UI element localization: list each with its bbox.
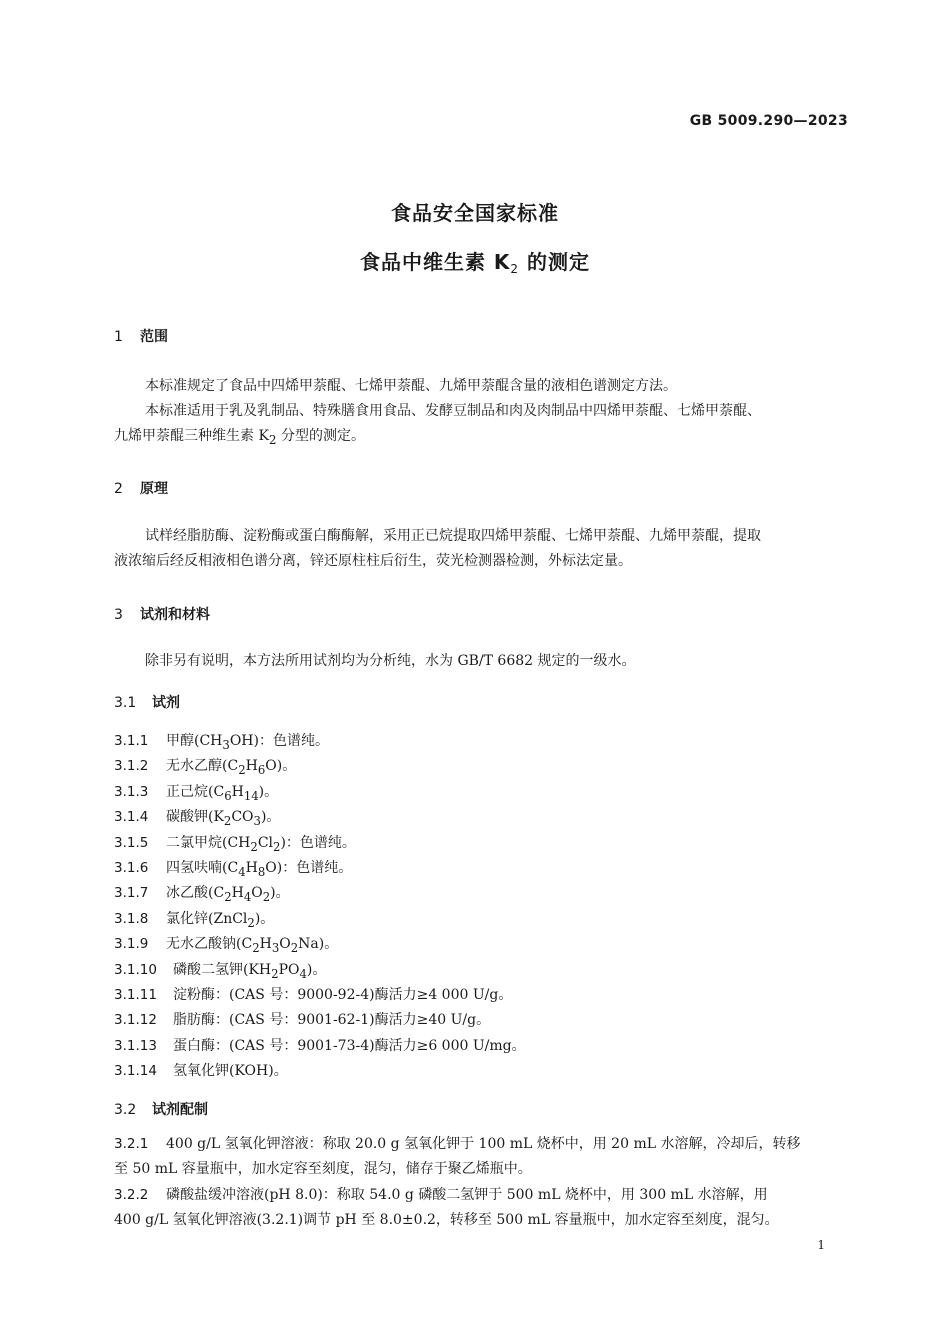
subscript: 2 xyxy=(268,433,277,447)
item-number: 3.1.9 xyxy=(114,936,149,952)
subscript: 6 xyxy=(224,788,232,803)
text: O)：色谱纯。 xyxy=(265,860,353,876)
item-number: 3.1.6 xyxy=(114,860,149,876)
reagent-item xyxy=(114,959,326,981)
text: 脂肪酶：(CAS 号：9001-62-1)酶活力≥40 U/g。 xyxy=(173,1012,491,1028)
text: 氢氧化钾(KOH)。 xyxy=(173,1063,288,1079)
section-number: 3 xyxy=(114,607,123,623)
reagent-item xyxy=(114,781,278,803)
text: H xyxy=(245,758,258,774)
subscript: 2 xyxy=(290,940,299,955)
subscript: 4 xyxy=(299,966,307,981)
item-number: 3.1.5 xyxy=(114,835,149,851)
text: OH)：色谱纯。 xyxy=(229,733,329,749)
text: )。 xyxy=(260,809,281,825)
clause-line xyxy=(114,1132,852,1157)
reagent-item xyxy=(114,984,512,1004)
text: 无水乙酸钠(C xyxy=(166,936,253,952)
subscript: 2 xyxy=(252,940,260,955)
subscript: 4 xyxy=(243,889,252,904)
text: )。 xyxy=(254,911,275,927)
text: H xyxy=(231,885,244,901)
section-3-heading xyxy=(114,604,210,624)
text: CO xyxy=(231,809,254,825)
reagent-item xyxy=(114,933,338,955)
paragraph: 试样经脂肪酶、淀粉酶或蛋白酶酶解，采用正已烷提取四烯甲萘醌、七烯甲萘醌、九烯甲萘醌，提取 xyxy=(145,528,761,544)
text: )。 xyxy=(270,885,290,901)
title-text-end: 的测定 xyxy=(519,250,591,274)
subscript: 4 xyxy=(238,864,246,879)
section-title: 原理 xyxy=(140,481,168,497)
subscript: 2 xyxy=(250,839,258,854)
subscript: 6 xyxy=(257,762,266,777)
section-1-heading xyxy=(114,326,168,346)
text: 氯化锌(ZnCl xyxy=(166,911,248,927)
text: 分型的测定。 xyxy=(276,428,366,444)
text: 二氯甲烷(CH xyxy=(166,835,251,851)
subscript: 2 xyxy=(273,839,281,854)
text: 400 g/L 氢氧化钾溶液：称取 20.0 g 氢氧化钾于 100 mL 烧杯中，用 20 mL 水溶解，冷却后，转移 xyxy=(166,1136,801,1152)
section-1-body xyxy=(114,374,852,453)
item-number: 3.1.10 xyxy=(114,962,157,978)
section-2-body xyxy=(114,524,852,574)
text: 四氢呋喃(C xyxy=(166,860,239,876)
reagent-item xyxy=(114,908,274,930)
reagent-item xyxy=(114,1060,288,1080)
section-number: 3.1 xyxy=(114,695,137,711)
section-title: 试剂配制 xyxy=(152,1102,208,1118)
text: O)。 xyxy=(265,758,297,774)
section-number: 2 xyxy=(114,481,123,497)
paragraph: 本标准规定了食品中四烯甲萘醌、七烯甲萘醌、九烯甲萘醌含量的液相色谱测定方法。 xyxy=(145,378,677,394)
item-number: 3.1.13 xyxy=(114,1038,157,1054)
paragraph-continuation xyxy=(114,424,852,453)
reagent-item xyxy=(114,730,329,752)
text: 九烯甲萘醌三种维生素 K xyxy=(114,428,269,444)
text: PO xyxy=(278,962,300,978)
subscript: 2 xyxy=(223,813,232,828)
item-number: 3.1.7 xyxy=(114,885,149,901)
clause-continuation: 至 50 mL 容量瓶中，加水定容至刻度，混匀，储存于聚乙烯瓶中。 xyxy=(114,1161,532,1177)
section-number: 1 xyxy=(114,329,123,345)
subscript: 2 xyxy=(224,889,232,904)
text: 淀粉酶：(CAS 号：9000-92-4)酶活力≥4 000 U/g。 xyxy=(173,987,513,1003)
clause-3-2-1 xyxy=(114,1132,852,1182)
item-number: 3.1.14 xyxy=(114,1063,157,1079)
text: 磷酸盐缓冲溶液(pH 8.0)：称取 54.0 g 磷酸二氢钾于 500 mL 烧杯中，用 300 mL 水溶解，用 xyxy=(166,1187,768,1203)
clause-line xyxy=(114,1183,852,1208)
title-subscript: 2 xyxy=(510,262,520,276)
subscript: 3 xyxy=(253,813,261,828)
section-3-intro xyxy=(114,649,852,674)
text: 蛋白酶：(CAS 号：9001-73-4)酶活力≥6 000 U/mg。 xyxy=(173,1038,526,1054)
title-text: 食品中维生素 K xyxy=(359,250,511,274)
section-number: 3.2 xyxy=(114,1102,137,1118)
text: Na)。 xyxy=(298,936,339,952)
section-2-heading xyxy=(114,478,168,498)
subscript: 2 xyxy=(271,966,279,981)
reagent-item xyxy=(114,882,290,904)
text: )。 xyxy=(306,962,327,978)
reagent-item xyxy=(114,1009,490,1029)
text: Cl xyxy=(257,835,274,851)
item-number: 3.1.4 xyxy=(114,809,149,825)
reagent-item xyxy=(114,755,296,777)
item-number: 3.1.2 xyxy=(114,758,149,774)
clause-3-2-2 xyxy=(114,1183,852,1233)
text: H xyxy=(231,784,244,800)
reagent-item xyxy=(114,857,352,879)
clause-number: 3.2.2 xyxy=(114,1187,149,1203)
subscript: 14 xyxy=(243,788,259,803)
document-title-line2 xyxy=(0,246,950,276)
clause-continuation: 400 g/L 氢氧化钾溶液(3.2.1)调节 pH 至 8.0±0.2，转移至 500 mL 容量瓶中，加水定容至刻度，混匀。 xyxy=(114,1212,779,1228)
paragraph-continuation: 液浓缩后经反相液相色谱分离，锌还原柱柱后衍生，荧光检测器检测，外标法定量。 xyxy=(114,553,632,569)
section-title: 试剂和材料 xyxy=(140,607,210,623)
text: 碳酸钾(K xyxy=(166,809,224,825)
reagent-item xyxy=(114,806,280,828)
paragraph: 本标准适用于乳及乳制品、特殊膳食用食品、发酵豆制品和肉及肉制品中四烯甲萘醌、七烯甲萘醌、 xyxy=(145,403,761,419)
section-3-1-heading xyxy=(114,692,180,712)
subscript: 3 xyxy=(271,940,280,955)
text: H xyxy=(259,936,272,952)
text: )：色谱纯。 xyxy=(280,835,356,851)
paragraph: 除非另有说明，本方法所用试剂均为分析纯，水为 GB/T 6682 规定的一级水。 xyxy=(145,653,636,669)
text: 冰乙酸(C xyxy=(166,885,225,901)
text: 无水乙醇(C xyxy=(166,758,239,774)
document-title-line1: 食品安全国家标准 xyxy=(391,201,559,225)
subscript: 3 xyxy=(222,737,230,752)
subscript: 8 xyxy=(257,864,266,879)
subscript: 2 xyxy=(247,915,255,930)
item-number: 3.1.3 xyxy=(114,784,149,800)
subscript: 2 xyxy=(262,889,271,904)
page-number: 1 xyxy=(817,1238,825,1252)
text: H xyxy=(245,860,258,876)
item-number: 3.1.1 xyxy=(114,733,149,749)
item-number: 3.1.12 xyxy=(114,1012,157,1028)
section-3-2-heading xyxy=(114,1099,208,1119)
section-title: 试剂 xyxy=(152,695,180,711)
text: 磷酸二氢钾(KH xyxy=(173,962,272,978)
clause-number: 3.2.1 xyxy=(114,1136,149,1152)
text: )。 xyxy=(258,784,279,800)
reagent-item xyxy=(114,832,356,854)
reagent-item xyxy=(114,1035,526,1055)
standard-code: GB 5009.290—2023 xyxy=(689,113,848,129)
text: O xyxy=(279,936,291,952)
section-title: 范围 xyxy=(140,329,168,345)
subscript: 2 xyxy=(238,762,246,777)
text: O xyxy=(251,885,263,901)
text: 正己烷(C xyxy=(166,784,225,800)
text: 甲醇(CH xyxy=(166,733,223,749)
item-number: 3.1.11 xyxy=(114,987,157,1003)
item-number: 3.1.8 xyxy=(114,911,149,927)
